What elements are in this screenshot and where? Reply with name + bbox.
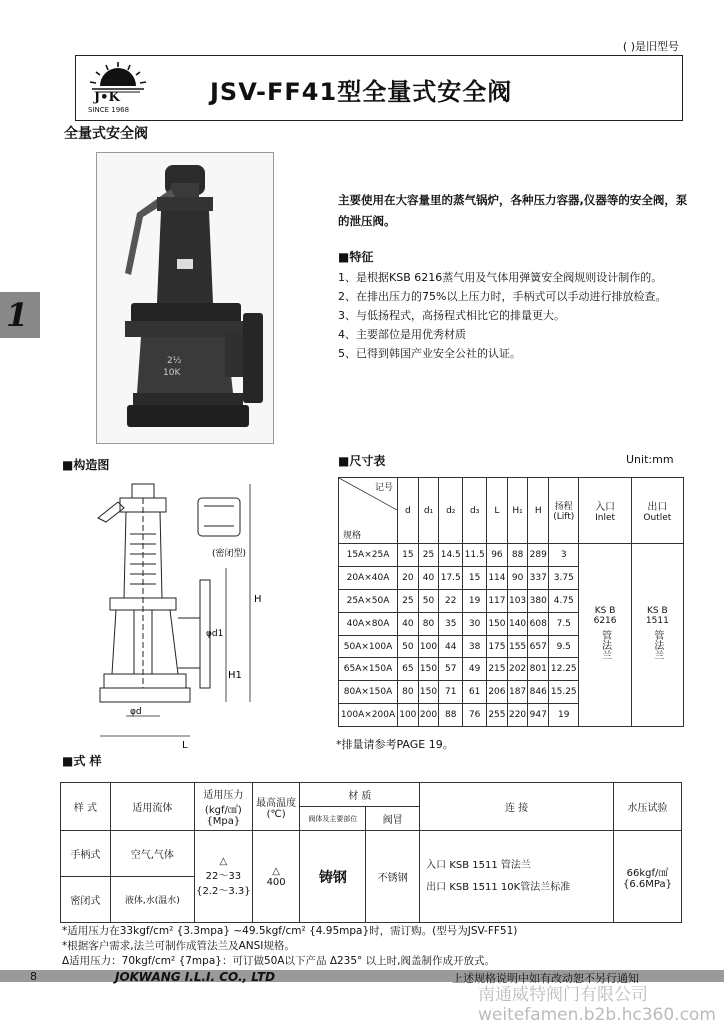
col-header: d₃ [463, 478, 487, 544]
value-cell: 140 [507, 612, 528, 635]
style-row-closed: 密闭式 [61, 877, 111, 923]
value-cell: 100 [418, 635, 439, 658]
logo-text: J•K [94, 90, 120, 105]
inlet-header: 入口 Inlet [579, 478, 631, 544]
note-line: *根据客户需求,法兰可制作成管法兰及ANSI规格。 [62, 940, 295, 952]
dim-label-d: φd [130, 707, 142, 717]
value-cell: 117 [487, 590, 508, 613]
style-title: ■式 样 [62, 754, 102, 768]
value-cell: 200 [418, 704, 439, 727]
dimension-title: ■尺寸表 [338, 454, 386, 468]
col-header: d₂ [439, 478, 463, 544]
safety-valve-image [97, 153, 273, 443]
displacement-note: *排量请参考PAGE 19。 [336, 738, 454, 751]
value-cell: 30 [463, 612, 487, 635]
style-table [60, 782, 682, 923]
value-cell: 150 [418, 681, 439, 704]
fluid-header: 适用流体 [110, 783, 194, 831]
valve-cross-section [90, 478, 330, 750]
body-material: 铸钢 [300, 831, 366, 923]
value-cell: 57 [439, 658, 463, 681]
value-cell: 76 [463, 704, 487, 727]
watermark: 南通威特阀门有限公司 weitefamen.b2b.hc360.com [478, 985, 716, 1025]
value-cell: 90 [507, 567, 528, 590]
lift-cell: 7.5 [549, 612, 579, 635]
lift-cell: 4.75 [549, 590, 579, 613]
value-cell: 19 [463, 590, 487, 613]
feature-item: 3、与低扬程式，高扬程式相比它的排量更大。 [338, 309, 565, 322]
old-model-note: ( )是旧型号 [622, 40, 679, 53]
logo-since: SINCE 1968 [88, 106, 130, 114]
dim-label-L: L [182, 740, 188, 750]
value-cell: 17.5 [439, 567, 463, 590]
value-cell: 608 [528, 612, 549, 635]
value-cell: 103 [507, 590, 528, 613]
dim-label-H: H [254, 594, 262, 605]
valve-marking-size: 2½ [167, 356, 182, 366]
cap-material: 不锈钢 [366, 831, 420, 923]
dimension-table [338, 477, 684, 727]
value-cell: 40 [418, 567, 439, 590]
lift-header: 扬程 (Lift) [549, 478, 579, 544]
spec-cell: 65A×150A [339, 658, 398, 681]
feature-item: 5、已得到韩国产业安全公社的认证。 [338, 347, 521, 360]
lift-cell: 19 [549, 704, 579, 727]
footer-note: 上述规格说明中如有改动恕不另行通知 [452, 972, 639, 985]
value-cell: 35 [439, 612, 463, 635]
style-header: 样 式 [61, 783, 111, 831]
spec-cell: 15A×25A [339, 544, 398, 567]
value-cell: 801 [528, 658, 549, 681]
outlet-header: 出口 Outlet [631, 478, 683, 544]
dim-label-H1: H1 [228, 670, 242, 681]
connection-header: 连 接 [420, 783, 614, 831]
body-header: 阀体及主要部位 [300, 807, 366, 831]
inlet-standard-cell: KS B 6216 管法兰 [579, 544, 631, 727]
value-cell: 202 [507, 658, 528, 681]
value-cell: 206 [487, 681, 508, 704]
outlet-standard-cell: KS B 1511 管法兰 [631, 544, 683, 727]
col-header: H₁ [507, 478, 528, 544]
value-cell: 187 [507, 681, 528, 704]
section-heading: 全量式安全阀 [64, 126, 148, 142]
product-photo [96, 152, 274, 444]
material-header: 材 质 [300, 783, 420, 807]
value-cell: 25 [398, 590, 419, 613]
spec-cell: 40A×80A [339, 612, 398, 635]
value-cell: 50 [398, 635, 419, 658]
value-cell: 255 [487, 704, 508, 727]
product-description: 主要使用在大容量里的蒸气锅炉，各种压力容器,仪器等的安全阀，泵的泄压阀。 [338, 193, 688, 228]
sun-logo-icon [86, 60, 150, 94]
feature-item: 1、是根据KSB 6216蒸气用及气体用弹簧安全阀规则设计制作的。 [338, 271, 663, 284]
col-header: L [487, 478, 508, 544]
table-row [339, 544, 684, 567]
structure-diagram [90, 478, 330, 750]
page-title: JSV-FF41型全量式安全阀 [210, 78, 513, 106]
spec-cell: 20A×40A [339, 567, 398, 590]
temp-header: 最高温度 (℃) [252, 783, 300, 831]
value-cell: 22 [439, 590, 463, 613]
feature-item: 2、在排出压力的75%以上压力时，手柄式可以手动进行排放检查。 [338, 290, 667, 303]
dim-label-d1: φd1 [206, 629, 224, 639]
value-cell: 114 [487, 567, 508, 590]
value-cell: 65 [398, 658, 419, 681]
fluid-row-closed: 液体,水(温水) [110, 877, 194, 923]
structure-title: ■构造图 [62, 458, 110, 472]
spec-header-cell [339, 478, 398, 544]
value-cell: 61 [463, 681, 487, 704]
temp-value-cell: △ 400 [252, 831, 300, 923]
value-cell: 25 [418, 544, 439, 567]
code-header: 记号 [374, 483, 393, 493]
value-cell: 40 [398, 612, 419, 635]
col-header: H [528, 478, 549, 544]
page-number: 8 [30, 970, 37, 983]
lift-cell: 3 [549, 544, 579, 567]
value-cell: 80 [418, 612, 439, 635]
pressure-value-cell: △ 22～33 {2.2～3.3} [194, 831, 252, 923]
value-cell: 80 [398, 681, 419, 704]
valve-marking-rating: 10K [163, 368, 181, 378]
value-cell: 175 [487, 635, 508, 658]
fluid-row-handle: 空气,气体 [110, 831, 194, 877]
test-header: 水压试验 [613, 783, 681, 831]
value-cell: 150 [487, 612, 508, 635]
features-title: ■特征 [338, 250, 374, 264]
value-cell: 215 [487, 658, 508, 681]
connection-cell: 入口 KSB 1511 管法兰 出口 KSB 1511 10K管法兰标准 [420, 831, 614, 923]
value-cell: 150 [418, 658, 439, 681]
note-line: *适用压力在33kgf/cm² {3.3mpa} ~49.5kgf/cm² {4.95mpa}时，需订购。(型号为JSV-FF51) [62, 925, 518, 937]
col-header: d [398, 478, 419, 544]
value-cell: 15 [398, 544, 419, 567]
lift-cell: 15.25 [549, 681, 579, 704]
value-cell: 337 [528, 567, 549, 590]
col-header: d₁ [418, 478, 439, 544]
value-cell: 947 [528, 704, 549, 727]
features-list [338, 268, 688, 363]
style-row-handle: 手柄式 [61, 831, 111, 877]
value-cell: 846 [528, 681, 549, 704]
spec-cell: 100A×200A [339, 704, 398, 727]
value-cell: 289 [528, 544, 549, 567]
value-cell: 380 [528, 590, 549, 613]
value-cell: 11.5 [463, 544, 487, 567]
pressure-header: 适用压力 (kgf/㎠) {Mpa} [194, 783, 252, 831]
chapter-number: 1 [6, 296, 29, 334]
unit-label: Unit:mm [626, 453, 674, 466]
value-cell: 96 [487, 544, 508, 567]
spec-cell: 50A×100A [339, 635, 398, 658]
company-logo [86, 60, 150, 118]
value-cell: 20 [398, 567, 419, 590]
value-cell: 14.5 [439, 544, 463, 567]
value-cell: 220 [507, 704, 528, 727]
value-cell: 100 [398, 704, 419, 727]
note-line: Δ适用压力：70kgf/cm² {7mpa}：可订做50A以下产品 Δ235° 以上时,阀盖制作成开放式。 [62, 955, 495, 967]
value-cell: 15 [463, 567, 487, 590]
company-name: JOKWANG I.L.I. CO., LTD [115, 970, 276, 984]
value-cell: 657 [528, 635, 549, 658]
spec-cell: 25A×50A [339, 590, 398, 613]
lift-cell: 3.75 [549, 567, 579, 590]
spec-header: 规格 [343, 531, 362, 542]
value-cell: 38 [463, 635, 487, 658]
value-cell: 44 [439, 635, 463, 658]
test-value-cell: 66kgf/㎠ {6.6MPa} [613, 831, 681, 923]
value-cell: 71 [439, 681, 463, 704]
notes-block [62, 924, 517, 969]
chapter-tab [0, 292, 40, 338]
lift-cell: 12.25 [549, 658, 579, 681]
value-cell: 155 [507, 635, 528, 658]
feature-item: 4、主要部位是用优秀材质 [338, 328, 466, 341]
spec-cell: 80A×150A [339, 681, 398, 704]
lift-cell: 9.5 [549, 635, 579, 658]
closed-type-label: (密闭型) [212, 549, 247, 559]
cap-header: 阀冒 [366, 807, 420, 831]
value-cell: 50 [418, 590, 439, 613]
value-cell: 88 [507, 544, 528, 567]
value-cell: 49 [463, 658, 487, 681]
value-cell: 88 [439, 704, 463, 727]
